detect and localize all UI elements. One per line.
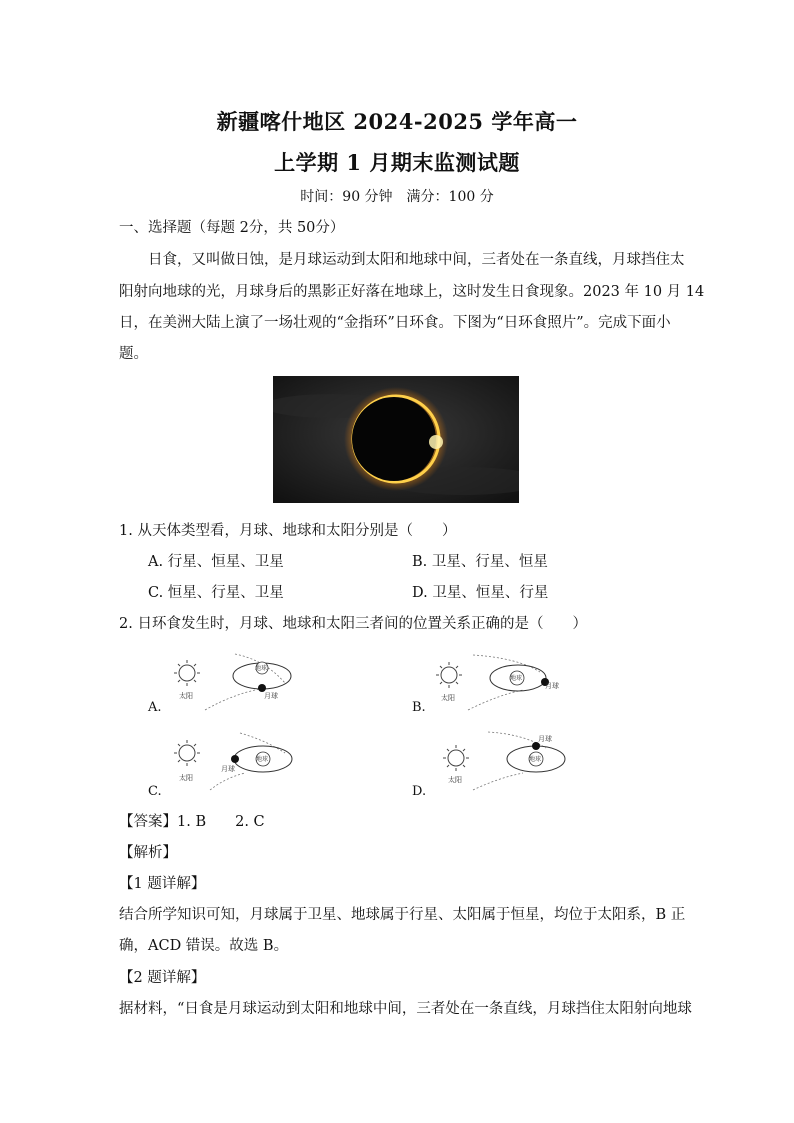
annular-eclipse-photo	[273, 376, 519, 503]
question-2-stem: 2. 日环食发生时，月球、地球和太阳三者间的位置关系正确的是（ ）	[119, 616, 587, 632]
diagram-option-b	[428, 650, 568, 715]
question-1-stem: 1. 从天体类型看，月球、地球和太阳分别是（ ）	[119, 523, 457, 539]
q2-detail-heading: 【2 题详解】	[119, 970, 206, 986]
answer-text: 1. B 2. C	[177, 814, 265, 830]
svg-text:月球: 月球	[221, 765, 235, 773]
answer-section	[119, 810, 265, 831]
moon-label: 月球	[264, 692, 278, 700]
diagram-c-label: C.	[148, 784, 162, 799]
intro-line-3: 日，在美洲大陆上演了一场壮观的“金指环”日环食。下图为“日环食照片”。完成下面小	[119, 315, 671, 331]
diagram-option-c	[165, 728, 300, 793]
diagram-b-label: B.	[412, 700, 426, 715]
diagram-option-a	[165, 648, 300, 713]
sun-label: 太阳	[179, 692, 193, 700]
document-title-line2: 上学期 1 月期末监测试题	[274, 150, 520, 175]
question-1-option-c: C. 恒星、行星、卫星	[148, 585, 284, 601]
svg-text:月球: 月球	[545, 682, 559, 690]
svg-text:太阳: 太阳	[448, 776, 462, 784]
q1-detail-line-2: 确，ACD 错误。故选 B。	[119, 938, 289, 954]
svg-text:地球: 地球	[256, 756, 269, 763]
sun-icon	[174, 660, 200, 686]
q1-detail-line-1: 结合所学知识可知，月球属于卫星、地球属于行星、太阳属于恒星，均位于太阳系，B 正	[119, 907, 686, 923]
q1-detail-heading: 【1 题详解】	[119, 876, 206, 892]
q2-detail-line-1: 据材料，“日食是月球运动到太阳和地球中间，三者处在一条直线，月球挡住太阳射向地球	[119, 1001, 692, 1017]
question-1-option-d: D. 卫星、恒星、行星	[412, 585, 549, 601]
document-title-line1: 新疆喀什地区 2024-2025 学年高一	[216, 109, 578, 134]
exam-meta: 时间：90 分钟 满分：100 分	[300, 189, 494, 205]
diagram-d-label: D.	[412, 784, 427, 799]
question-1-option-a: A. 行星、恒星、卫星	[148, 554, 284, 570]
earth-label: 地球	[255, 665, 268, 672]
answer-label: 【答案】	[119, 814, 177, 830]
intro-line-1: 日食，又叫做日蚀，是月球运动到太阳和地球中间，三者处在一条直线，月球挡住太	[148, 252, 685, 268]
intro-line-2: 阳射向地球的光，月球身后的黑影正好落在地球上，这时发生日食现象。2023 年 10 月 14	[119, 284, 705, 300]
svg-text:太阳: 太阳	[441, 694, 455, 702]
diagram-option-d	[428, 728, 573, 793]
svg-text:地球: 地球	[510, 675, 523, 682]
svg-text:地球: 地球	[529, 756, 542, 763]
svg-text:月球: 月球	[538, 735, 552, 743]
section-heading: 一、选择题（每题 2分，共 50分）	[119, 220, 345, 236]
intro-line-4: 题。	[119, 346, 148, 362]
svg-text:太阳: 太阳	[179, 774, 193, 782]
diagram-a-label: A.	[148, 700, 162, 715]
question-1-option-b: B. 卫星、行星、恒星	[412, 554, 548, 570]
analysis-heading: 【解析】	[119, 845, 177, 861]
